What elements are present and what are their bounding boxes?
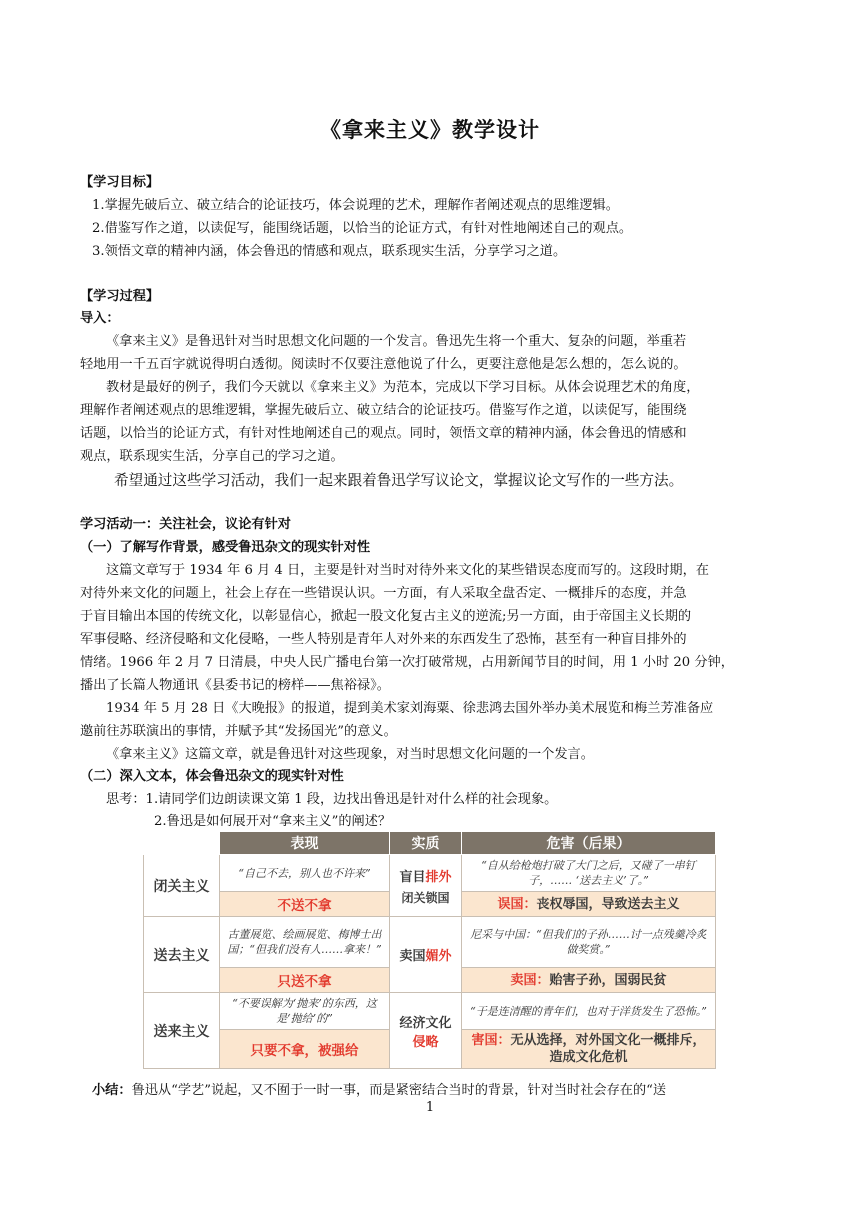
table-header-harm: 危害（后果） — [462, 832, 716, 855]
behavior-result: 不送不拿 — [220, 892, 390, 917]
harm-summary — [462, 968, 716, 993]
comparison-table — [143, 831, 716, 1069]
section1-line-8: 邀前往苏联演出的事情，并赋予其“发扬国光”的意义。 — [80, 724, 397, 739]
table-header-row — [144, 832, 716, 855]
category-cell: 送去主义 — [144, 917, 220, 993]
section1-line-3: 于盲目输出本国的传统文化，以彰显信心，掀起一股文化复古主义的逆流;另一方面，由于帝国主义长期的 — [80, 609, 692, 624]
goal-item-2: 2.借鉴写作之道，以读促写，能围绕话题，以恰当的论证方式，有针对性地阐述自己的观点。 — [92, 221, 633, 236]
essence-text: 卖国 — [399, 949, 426, 964]
table-row — [144, 855, 716, 892]
harm-text: 无从选择，对外国文化一概排斥，造成文化危机 — [510, 1033, 706, 1065]
page-number: 1 — [425, 1100, 435, 1115]
document-title: 《拿来主义》教学设计 — [320, 118, 540, 142]
harm-label: 害国： — [471, 1033, 511, 1048]
essence-highlight: 媚外 — [425, 949, 452, 964]
process-heading: 【学习过程】 — [80, 289, 160, 304]
behavior-result: 只送不拿 — [220, 968, 390, 993]
essence-cell — [390, 993, 462, 1069]
harm-summary — [462, 892, 716, 917]
behavior-quote: “不要误解为‘抛来’的东西，这是‘抛给’的” — [220, 993, 390, 1030]
table-corner-cell — [144, 832, 220, 855]
behavior-result: 只要不拿，被强给 — [220, 1030, 390, 1069]
harm-label: 卖国： — [510, 972, 550, 988]
table-row — [144, 917, 716, 968]
behavior-quote: “自己不去，别人也不许来” — [220, 855, 390, 892]
intro-line-3: 教材是最好的例子，我们今天就以《拿来主义》为范本，完成以下学习目标。从体会说理艺术的角度， — [106, 380, 700, 395]
essence-cell — [390, 917, 462, 993]
category-cell: 送来主义 — [144, 993, 220, 1069]
table-header-behavior: 表现 — [220, 832, 390, 855]
harm-label: 误国： — [497, 896, 537, 912]
essence-highlight: 侵略 — [412, 1034, 439, 1050]
goal-item-1: 1.掌握先破后立、破立结合的论证技巧，体会说理的艺术，理解作者阐述观点的思维逻辑。 — [92, 198, 619, 213]
hope-line: 希望通过这些学习活动，我们一起来跟着鲁迅学写议论文，掌握议论文写作的一些方法。 — [114, 472, 684, 489]
section1-line-2: 对待外来文化的问题上，社会上存在一些错误认识。一方面，有人采取全盘否定、一概排斥的态度，并急 — [80, 586, 687, 601]
think-question-1: 思考：1.请同学们边朗读课文第 1 段，边找出鲁迅是针对什么样的社会现象。 — [106, 792, 558, 807]
intro-line-5: 话题，以恰当的论证方式，有针对性地阐述自己的观点。同时，领悟文章的精神内涵，体会鲁迅的情感和 — [80, 426, 687, 441]
harm-quote: “自从给枪炮打破了大门之后，又碰了一串钉子，…… ‘送去主义’了。” — [462, 855, 716, 892]
section2-heading: （二）深入文本，体会鲁迅杂文的现实针对性 — [80, 769, 344, 784]
table-header-essence: 实质 — [390, 832, 462, 855]
harm-text: 贻害子孙，国弱民贫 — [549, 972, 667, 988]
category-cell: 闭关主义 — [144, 855, 220, 917]
section1-line-6: 播出了长篇人物通讯《县委书记的榜样——焦裕禄》。 — [80, 678, 390, 693]
activity1-heading: 学习活动一：关注社会，议论有针对 — [80, 517, 291, 532]
section1-line-5: 情绪。1966 年 2 月 7 日清晨，中央人民广播电台第一次打破常规，占用新闻节目的时间，用 1 小时 20 分钟， — [80, 655, 734, 670]
essence-text: 经济文化 — [399, 1015, 452, 1031]
harm-summary — [462, 1030, 716, 1069]
essence-cell — [390, 855, 462, 917]
goal-item-3: 3.领悟文章的精神内涵，体会鲁迅的情感和观点，联系现实生活，分享学习之道。 — [92, 244, 567, 259]
harm-quote: “于是连清醒的青年们，也对于洋货发生了恐怖。” — [462, 993, 716, 1030]
section1-heading: （一）了解写作背景，感受鲁迅杂文的现实针对性 — [80, 540, 371, 555]
section1-line-4: 军事侵略、经济侵略和文化侵略，一些人特别是青年人对外来的东西发生了恐怖，甚至有一种盲目排外的 — [80, 632, 687, 647]
intro-line-2: 轻地用一千五百字就说得明白透彻。阅读时不仅要注意他说了什么，更要注意他是怎么想的，怎么说的。 — [80, 357, 687, 372]
harm-quote: 尼采与中国：“但我们的子孙……讨一点残羹冷炙做奖赏。” — [462, 917, 716, 968]
essence-text: 盲目 — [399, 869, 426, 885]
essence-subtext: 闭关锁国 — [401, 890, 450, 905]
intro-line-6: 观点，联系现实生活，分享自己的学习之道。 — [80, 449, 344, 464]
goals-heading: 【学习目标】 — [80, 175, 160, 190]
intro-line-4: 理解作者阐述观点的思维逻辑，掌握先破后立、破立结合的论证技巧。借鉴写作之道，以读促写，能围绕 — [80, 403, 687, 418]
harm-text: 丧权辱国，导致送去主义 — [536, 896, 680, 912]
intro-label: 导入： — [80, 311, 120, 326]
essence-highlight: 排外 — [425, 869, 452, 885]
section1-line-1: 这篇文章写于 1934 年 6 月 4 日，主要是针对当时对待外来文化的某些错误态度而写的。这段时期，在 — [106, 563, 709, 578]
intro-line-1: 《拿来主义》是鲁迅针对当时思想文化问题的一个发言。鲁迅先生将一个重大、复杂的问题，举重若 — [106, 334, 687, 349]
think-question-2: 2.鲁迅是如何展开对“拿来主义”的阐述？ — [154, 814, 392, 829]
summary-text: 鲁迅从“学艺”说起，又不囿于一时一事，而是紧密结合当时的背景，针对当时社会存在的“送 — [131, 1083, 667, 1098]
behavior-quote: 古董展览、绘画展览、梅博士出国；“但我们没有人……拿来！” — [220, 917, 390, 968]
section1-line-7: 1934 年 5 月 28 日《大晚报》的报道，提到美术家刘海粟、徐悲鸿去国外举办美术展览和梅兰芳准备应 — [106, 701, 714, 716]
table-row — [144, 993, 716, 1030]
summary-label: 小结： — [92, 1083, 132, 1098]
section1-line-9: 《拿来主义》这篇文章，就是鲁迅针对这些现象，对当时思想文化问题的一个发言。 — [106, 747, 594, 762]
